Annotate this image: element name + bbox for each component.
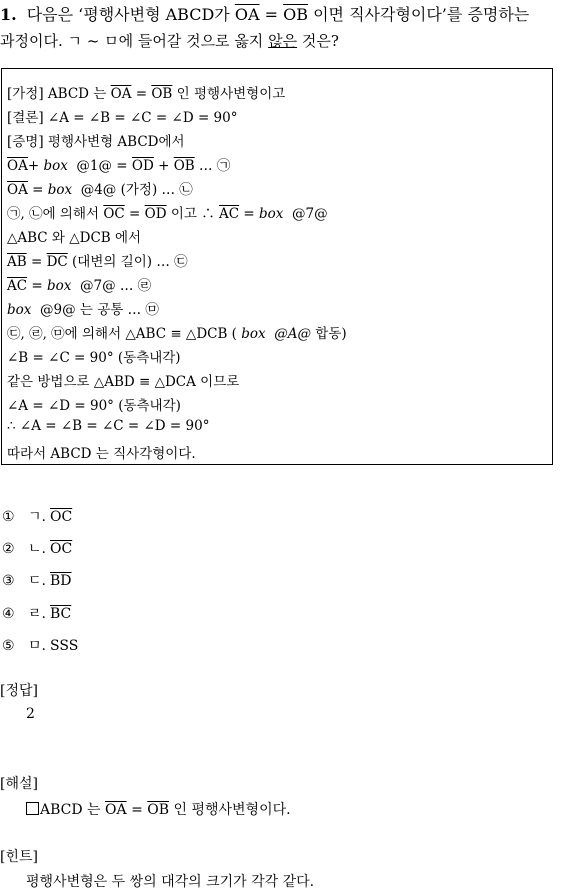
segment-oa: $\overline{OA}$ xyxy=(234,5,260,24)
proof-box xyxy=(1,68,553,465)
hint-label: [힌트] xyxy=(0,849,38,865)
proof-line-15: ∴ ∠A = ∠B = ∠C = ∠D = 90° xyxy=(7,418,210,434)
proof-line-4: $\overline{OA}+$ box @1@ = $\overline{OD} + \overline{OB}$ … ㉠ xyxy=(7,158,231,174)
question-number: 1. xyxy=(0,5,17,24)
proof-line-12: ∠B = ∠C = 90° (동측내각) xyxy=(7,350,181,366)
proof-line-14: ∠A = ∠D = 90° (동측내각) xyxy=(7,398,181,414)
proof-line-16: 따라서 ABCD 는 직사각형이다. xyxy=(7,446,196,462)
segment-ob: $\overline{OB}$ xyxy=(283,5,308,24)
proof-line-8: $\overline{AB} = \overline{DC}$ (대변의 길이) … ㉢ xyxy=(7,254,188,270)
proof-line-7: △ABC 와 △DCB 에서 xyxy=(7,230,142,246)
answer-label: [정답] xyxy=(0,683,38,699)
choice-4[interactable]: ④ ㄹ. $\overline{BC}$ xyxy=(2,606,72,622)
hint-text: 평행사변형은 두 쌍의 대각의 크기가 각각 같다. xyxy=(26,874,315,890)
proof-line-conclusion: [결론] ∠A = ∠B = ∠C = ∠D = 90° xyxy=(7,110,238,126)
question-line-1: 1. 다음은 ‘평행사변형 ABCD가 $\overline{OA} = \overline{OB}$ 이면 직사각형이다’를 증명하는 xyxy=(0,5,530,24)
proof-line-10: box @9@ 는 공통 … ㉤ xyxy=(7,302,159,318)
choice-2[interactable]: ② ㄴ. $\overline{OC}$ xyxy=(2,541,73,557)
choice-5[interactable]: ⑤ ㅁ. SSS xyxy=(2,638,79,654)
proof-line-9: $\overline{AC}$ = box @7@ … ㉣ xyxy=(7,278,152,294)
explanation-label: [해설] xyxy=(0,776,38,792)
proof-line-6: ㉠, ㉡에 의해서 $\overline{OC} = \overline{OD}$ 이고 ∴ $\overline{AC}$ = box @7@ xyxy=(7,206,328,222)
proof-line-13: 같은 방법으로 △ABD ≡ △DCA 이므로 xyxy=(7,374,240,390)
underlined-not: 않은 xyxy=(268,32,298,50)
choice-3[interactable]: ③ ㄷ. $\overline{BD}$ xyxy=(2,573,72,589)
proof-line-proof-start: [증명] 평행사변형 ABCD에서 xyxy=(7,134,185,150)
answer-value: 2 xyxy=(26,706,35,722)
proof-line-assumption: [가정] ABCD 는 $\overline{OA} = \overline{OB}$ 인 평행사변형이고 xyxy=(7,86,286,102)
explanation-text: ABCD 는 $\overline{OA} = \overline{OB}$ 인 평행사변형이다. xyxy=(26,799,291,819)
choice-1[interactable]: ① ㄱ. $\overline{OC}$ xyxy=(2,509,73,525)
proof-line-5: $\overline{OA}$ = box @4@ (가정) … ㉡ xyxy=(7,182,193,198)
proof-line-11: ㉢, ㉣, ㉤에 의해서 △ABC ≡ △DCB ( box @A@ 합동) xyxy=(7,326,347,342)
question-line-2: 과정이다. ㄱ ~ ㅁ에 들어갈 것으로 옳지 않은 것은? xyxy=(0,32,339,50)
parallelogram-box-icon xyxy=(26,802,39,815)
